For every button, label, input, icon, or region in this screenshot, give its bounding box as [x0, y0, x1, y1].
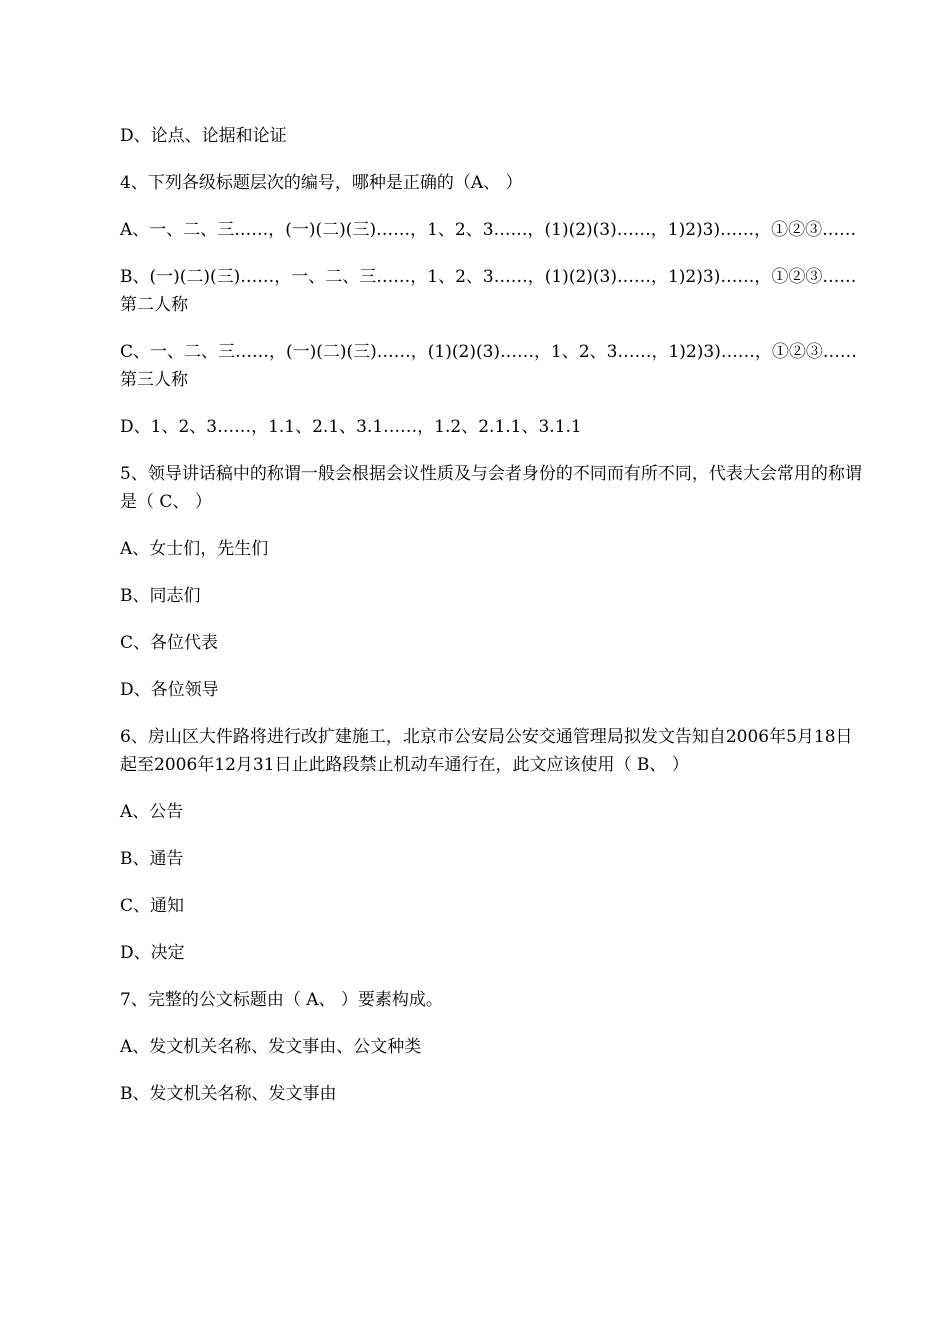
- option-line: B、(一)(二)(三)……，一、二、三……，1、2、3……，(1)(2)(3)……，1)2)3)……，①②③……第二人称: [120, 267, 857, 315]
- option-line: B、同志们: [120, 586, 201, 606]
- option-line: B、通告: [120, 849, 184, 869]
- option-line: B、发文机关名称、发文事由: [120, 1084, 337, 1104]
- option-line: D、论点、论据和论证: [120, 126, 287, 146]
- option-line: D、决定: [120, 943, 185, 963]
- question-line: 4、下列各级标题层次的编号，哪种是正确的（A、 ）: [120, 173, 523, 193]
- option-line: A、公告: [120, 802, 184, 822]
- question-line: 5、领导讲话稿中的称谓一般会根据会议性质及与会者身份的不同而有所不同，代表大会常用的称谓是（ C、 ）: [120, 464, 862, 512]
- question-line: 7、完整的公文标题由（ A、 ）要素构成。: [120, 990, 443, 1010]
- option-line: A、一、二、三……，(一)(二)(三)……，1、2、3……，(1)(2)(3)……，1)2)3)……，①②③……: [120, 220, 857, 240]
- option-line: A、发文机关名称、发文事由、公文种类: [120, 1037, 422, 1057]
- option-line: D、各位领导: [120, 680, 219, 700]
- option-line: C、各位代表: [120, 633, 219, 653]
- question-line: 6、房山区大件路将进行改扩建施工，北京市公安局公安交通管理局拟发文告知自2006年5月18日起至2006年12月31日止此路段禁止机动车通行在，此文应该使用（ B、 ）: [120, 727, 853, 775]
- option-line: C、通知: [120, 896, 185, 916]
- option-line: C、一、二、三……，(一)(二)(三)……，(1)(2)(3)……，1、2、3……，1)2)3)……，①②③……第三人称: [120, 342, 857, 390]
- option-line: D、1、2、3……，1.1、2.1、3.1……，1.2、2.1.1、3.1.1: [120, 417, 582, 437]
- option-line: A、女士们，先生们: [120, 539, 269, 559]
- document-content: [120, 122, 865, 1127]
